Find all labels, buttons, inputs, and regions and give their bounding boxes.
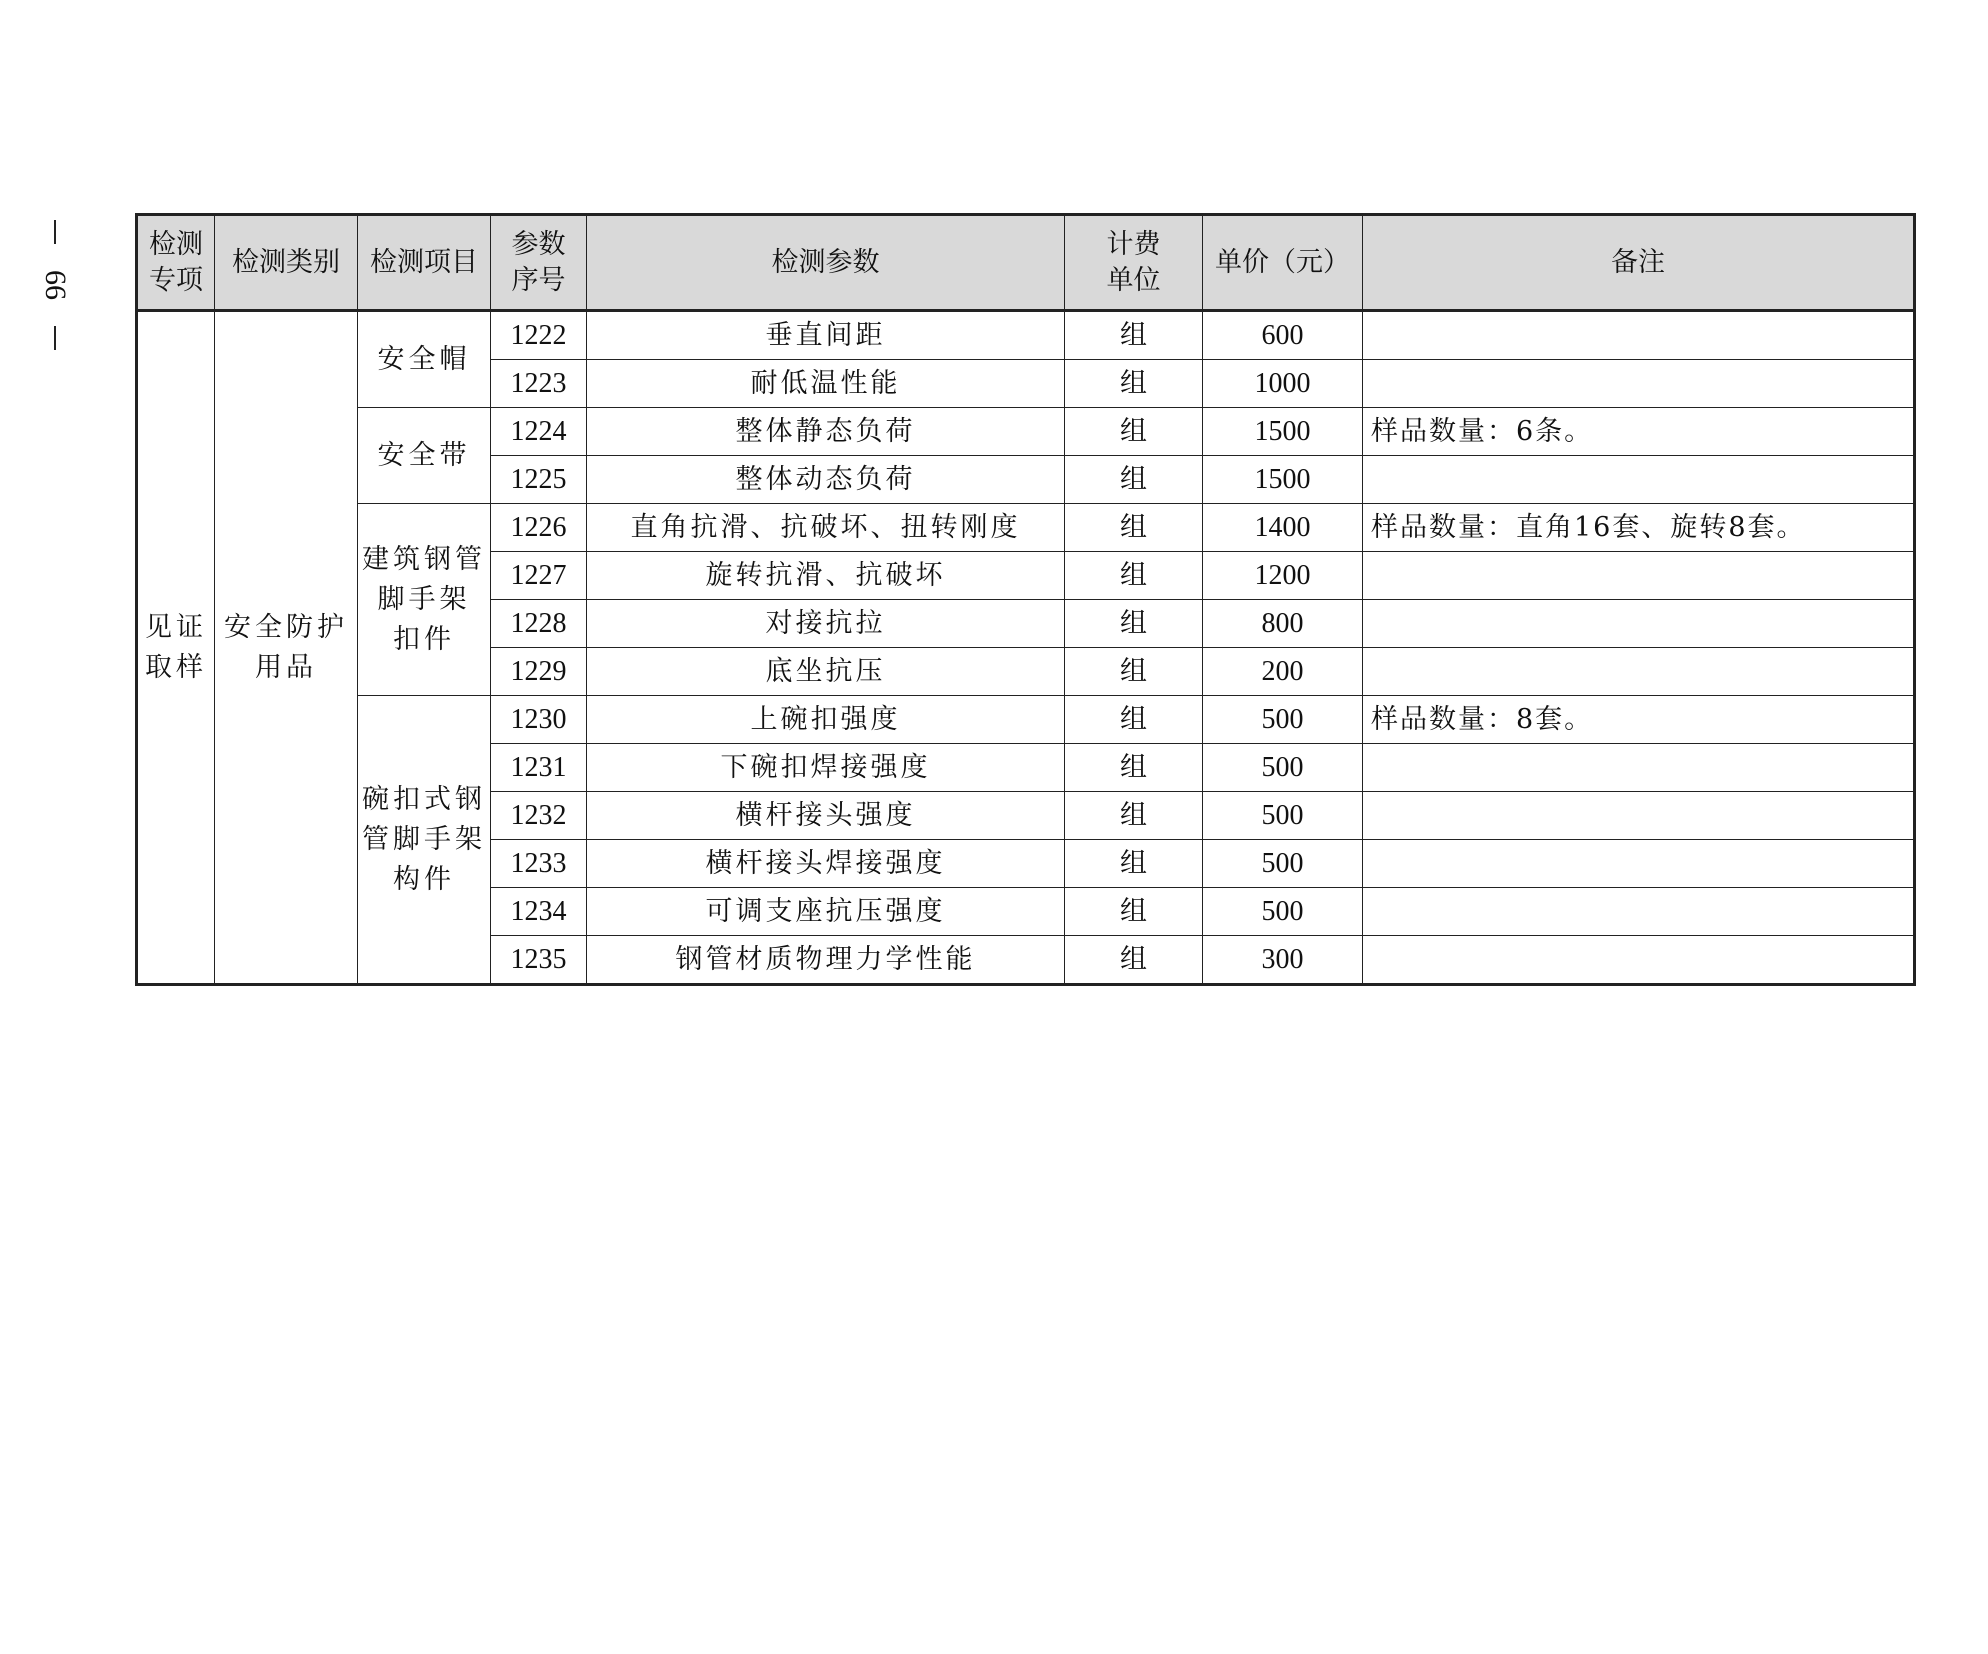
cell-unit: 组 (1065, 408, 1203, 456)
cell-remark (1363, 456, 1915, 504)
table-row (137, 311, 1915, 360)
cell-item: 碗扣式钢 管脚手架 构件 (358, 696, 491, 985)
cell-unit: 组 (1065, 696, 1203, 744)
cell-seq: 1222 (491, 311, 587, 360)
header-remark: 备注 (1363, 215, 1915, 311)
cell-price: 1500 (1203, 456, 1363, 504)
cell-remark (1363, 552, 1915, 600)
cell-remark: 样品数量：6条。 (1363, 408, 1915, 456)
table-body (137, 311, 1915, 985)
cell-unit: 组 (1065, 792, 1203, 840)
cell-price: 500 (1203, 744, 1363, 792)
header-unit: 计费 单位 (1065, 215, 1203, 311)
cell-remark (1363, 792, 1915, 840)
cell-remark (1363, 360, 1915, 408)
cell-seq: 1230 (491, 696, 587, 744)
cell-unit: 组 (1065, 936, 1203, 985)
cell-item: 建筑钢管 脚手架 扣件 (358, 504, 491, 696)
cell-unit: 组 (1065, 311, 1203, 360)
cell-unit: 组 (1065, 888, 1203, 936)
cell-param: 上碗扣强度 (587, 696, 1065, 744)
header-category: 检测类别 (215, 215, 358, 311)
cell-param: 横杆接头强度 (587, 792, 1065, 840)
cell-price: 200 (1203, 648, 1363, 696)
cell-param: 可调支座抗压强度 (587, 888, 1065, 936)
cell-seq: 1227 (491, 552, 587, 600)
table-row (137, 696, 1915, 744)
header-item: 检测项目 (358, 215, 491, 311)
cell-param: 旋转抗滑、抗破坏 (587, 552, 1065, 600)
cell-price: 300 (1203, 936, 1363, 985)
cell-seq: 1225 (491, 456, 587, 504)
cell-price: 800 (1203, 600, 1363, 648)
cell-unit: 组 (1065, 648, 1203, 696)
cell-param: 下碗扣焊接强度 (587, 744, 1065, 792)
cell-seq: 1231 (491, 744, 587, 792)
cell-unit: 组 (1065, 360, 1203, 408)
cell-seq: 1232 (491, 792, 587, 840)
cell-param: 横杆接头焊接强度 (587, 840, 1065, 888)
cell-category: 安全防护 用品 (215, 311, 358, 985)
cell-remark (1363, 936, 1915, 985)
cell-unit: 组 (1065, 552, 1203, 600)
header-special: 检测 专项 (137, 215, 215, 311)
cell-special: 见证 取样 (137, 311, 215, 985)
header-seq: 参数 序号 (491, 215, 587, 311)
cell-remark (1363, 648, 1915, 696)
cell-remark (1363, 311, 1915, 360)
cell-remark: 样品数量：直角16套、旋转8套。 (1363, 504, 1915, 552)
cell-price: 500 (1203, 792, 1363, 840)
cell-unit: 组 (1065, 744, 1203, 792)
table-row (137, 504, 1915, 552)
cell-param: 耐低温性能 (587, 360, 1065, 408)
page-number-dash-bottom (54, 326, 56, 350)
cell-param: 整体动态负荷 (587, 456, 1065, 504)
cell-seq: 1233 (491, 840, 587, 888)
cell-param: 钢管材质物理力学性能 (587, 936, 1065, 985)
cell-price: 1500 (1203, 408, 1363, 456)
page-number (20, 220, 90, 350)
cell-param: 垂直间距 (587, 311, 1065, 360)
cell-seq: 1235 (491, 936, 587, 985)
cell-seq: 1226 (491, 504, 587, 552)
cell-remark (1363, 600, 1915, 648)
cell-remark (1363, 840, 1915, 888)
cell-price: 600 (1203, 311, 1363, 360)
cell-price: 500 (1203, 696, 1363, 744)
page-number-text: 66 (39, 270, 72, 300)
fee-table (135, 213, 1916, 986)
cell-unit: 组 (1065, 456, 1203, 504)
cell-seq: 1223 (491, 360, 587, 408)
cell-price: 1200 (1203, 552, 1363, 600)
cell-price: 1400 (1203, 504, 1363, 552)
cell-price: 500 (1203, 840, 1363, 888)
header-param: 检测参数 (587, 215, 1065, 311)
cell-unit: 组 (1065, 504, 1203, 552)
cell-remark (1363, 744, 1915, 792)
cell-unit: 组 (1065, 600, 1203, 648)
cell-seq: 1229 (491, 648, 587, 696)
cell-remark (1363, 888, 1915, 936)
cell-price: 1000 (1203, 360, 1363, 408)
cell-param: 底坐抗压 (587, 648, 1065, 696)
cell-param: 对接抗拉 (587, 600, 1065, 648)
cell-seq: 1234 (491, 888, 587, 936)
cell-param: 整体静态负荷 (587, 408, 1065, 456)
table-row (137, 408, 1915, 456)
cell-item: 安全帽 (358, 311, 491, 408)
cell-remark: 样品数量：8套。 (1363, 696, 1915, 744)
cell-param: 直角抗滑、抗破坏、扭转刚度 (587, 504, 1065, 552)
page-number-dash-top (54, 220, 56, 244)
cell-unit: 组 (1065, 840, 1203, 888)
cell-price: 500 (1203, 888, 1363, 936)
cell-seq: 1224 (491, 408, 587, 456)
header-row (137, 215, 1915, 311)
cell-item: 安全带 (358, 408, 491, 504)
header-price: 单价（元） (1203, 215, 1363, 311)
cell-seq: 1228 (491, 600, 587, 648)
